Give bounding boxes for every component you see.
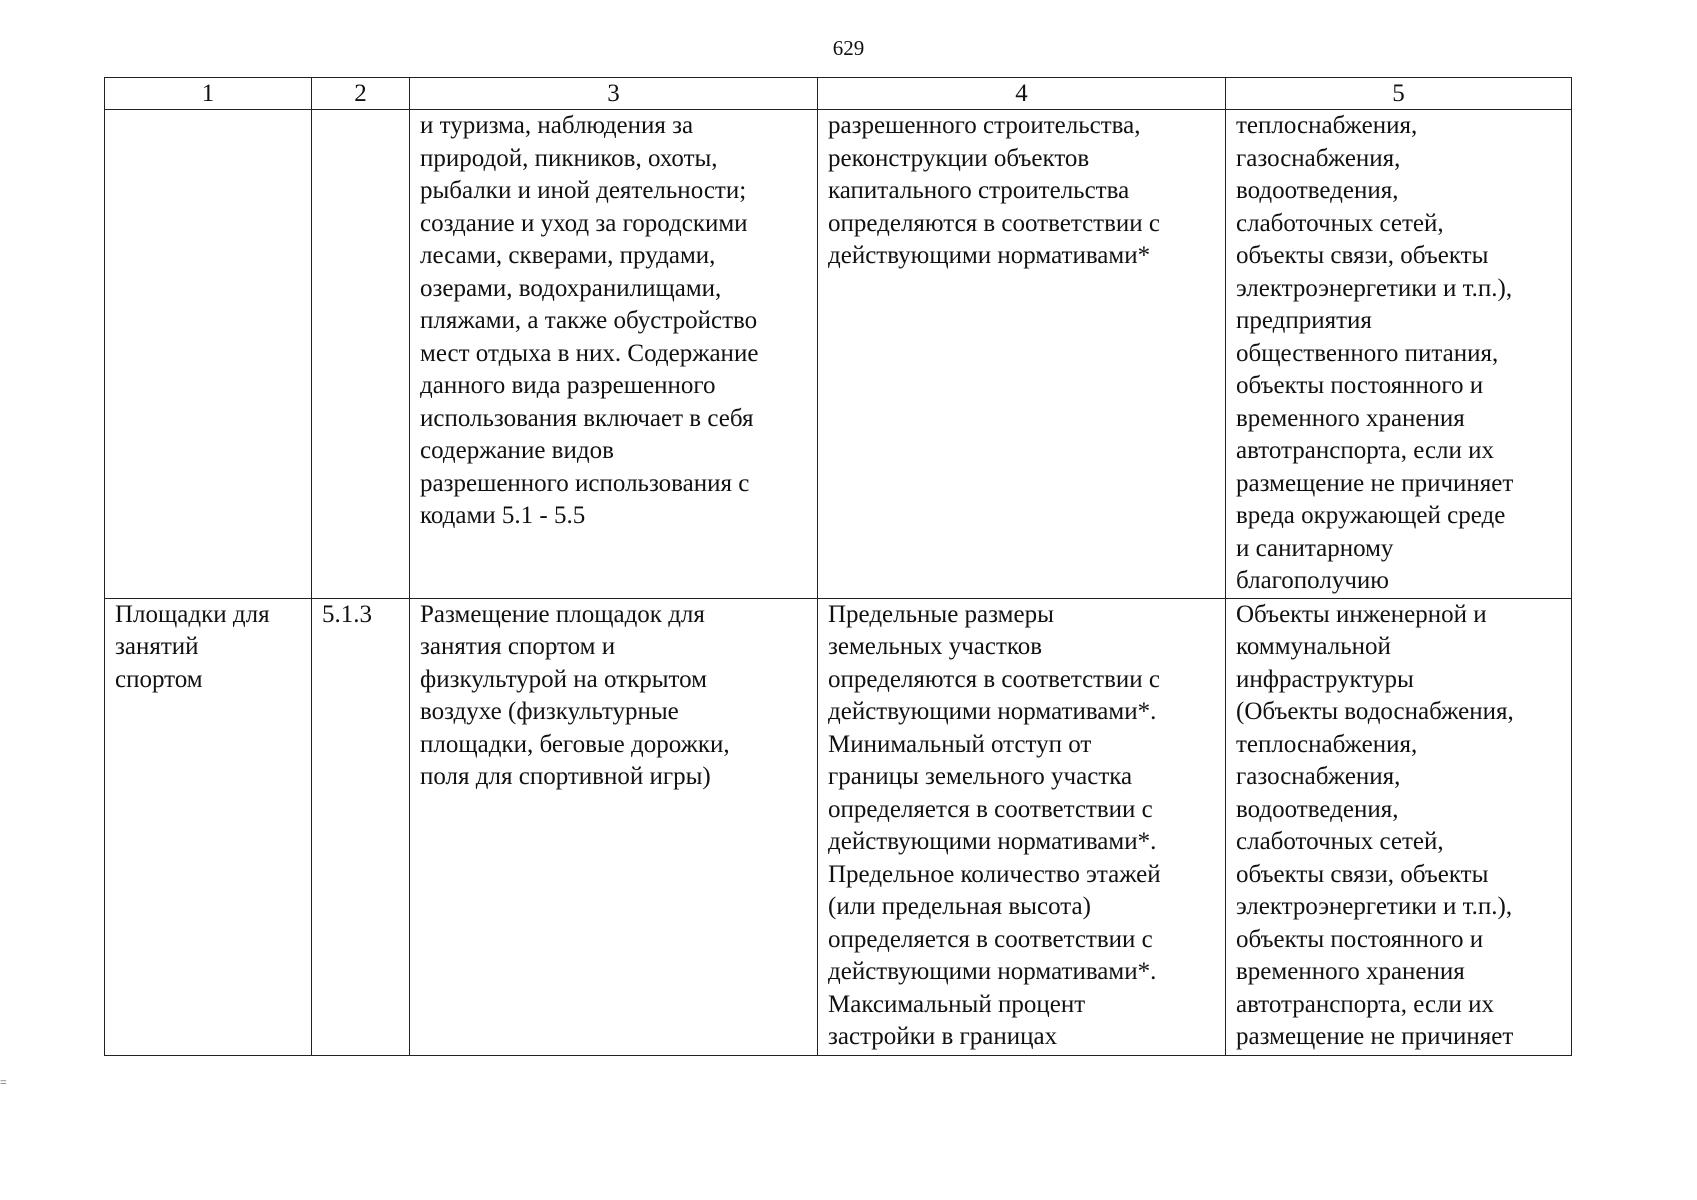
cell-auxiliary-text: теплоснабжения, газоснабжения, водоотведения, слаботочных сетей, объекты связи, объекты электроэнергетики и т.п.), предприятия общественного питания, объекты постоянного и временного хранения автотранспорта, если их размещение не причиняет вреда окружающей среде и санитарному благополучию (1236, 112, 1514, 594)
table-row (105, 110, 1572, 599)
cell-parameters (818, 110, 1226, 599)
cell-parameters-text: разрешенного строительства, реконструкции объектов капитального строительства определяются в соответствии с действующими нормативами* (828, 112, 1161, 269)
scan-artifact-mark: = (0, 1075, 7, 1089)
cell-description (410, 110, 818, 599)
header-row (105, 78, 1572, 110)
table-header (105, 78, 1572, 110)
page-number: 629 (832, 36, 865, 60)
cell-auxiliary (1226, 598, 1572, 1055)
column-header-2: 2 (312, 78, 410, 110)
cell-name (105, 598, 312, 1055)
cell-code-text: 5.1.3 (322, 600, 372, 628)
column-header-1: 1 (105, 78, 312, 110)
column-header-3: 3 (410, 78, 818, 110)
cell-description-text: и туризма, наблюдения за природой, пикников, охоты, рыбалки и иной деятельности; создание и уход за городскими лесами, скверами, прудами, озерами, водохранилищами, пляжами, а также обустройство мест отдыха в них. Содержание данного вида разрешенного использования включает в себя содержание видов разрешенного использования с кодами 5.1 - 5.5 (420, 112, 759, 529)
cell-auxiliary (1226, 110, 1572, 599)
cell-name (105, 110, 312, 599)
cell-parameters-text: Предельные размеры земельных участков определяются в соответствии с действующими нормативами*. Минимальный отступ от границы земельного участка определяется в соответствии с действующими нормативами*. Предельное количество этажей (или предельная высота) определяется в соответствии с действующими нормативами*. Максимальный процент застройки в границах (828, 600, 1161, 1050)
cell-description-text: Размещение площадок для занятия спортом и физкультурой на открытом воздухе (физкультурные площадки, беговые дорожки, поля для спортивной игры) (420, 600, 730, 790)
column-header-4: 4 (818, 78, 1226, 110)
cell-name-text: Площадки для занятий спортом (115, 600, 270, 693)
table-row (105, 598, 1572, 1055)
column-header-5: 5 (1226, 78, 1572, 110)
cell-parameters (818, 598, 1226, 1055)
cell-auxiliary-text: Объекты инженерной и коммунальной инфраструктуры (Объекты водоснабжения, теплоснабжения, газоснабжения, водоотведения, слаботочных сетей, объекты связи, объекты электроэнергетики и т.п.), объекты постоянного и временного хранения автотранспорта, если их размещение не причиняет (1236, 600, 1514, 1050)
cell-description (410, 598, 818, 1055)
land-use-table (104, 77, 1572, 1056)
cell-code (312, 110, 410, 599)
cell-code (312, 598, 410, 1055)
